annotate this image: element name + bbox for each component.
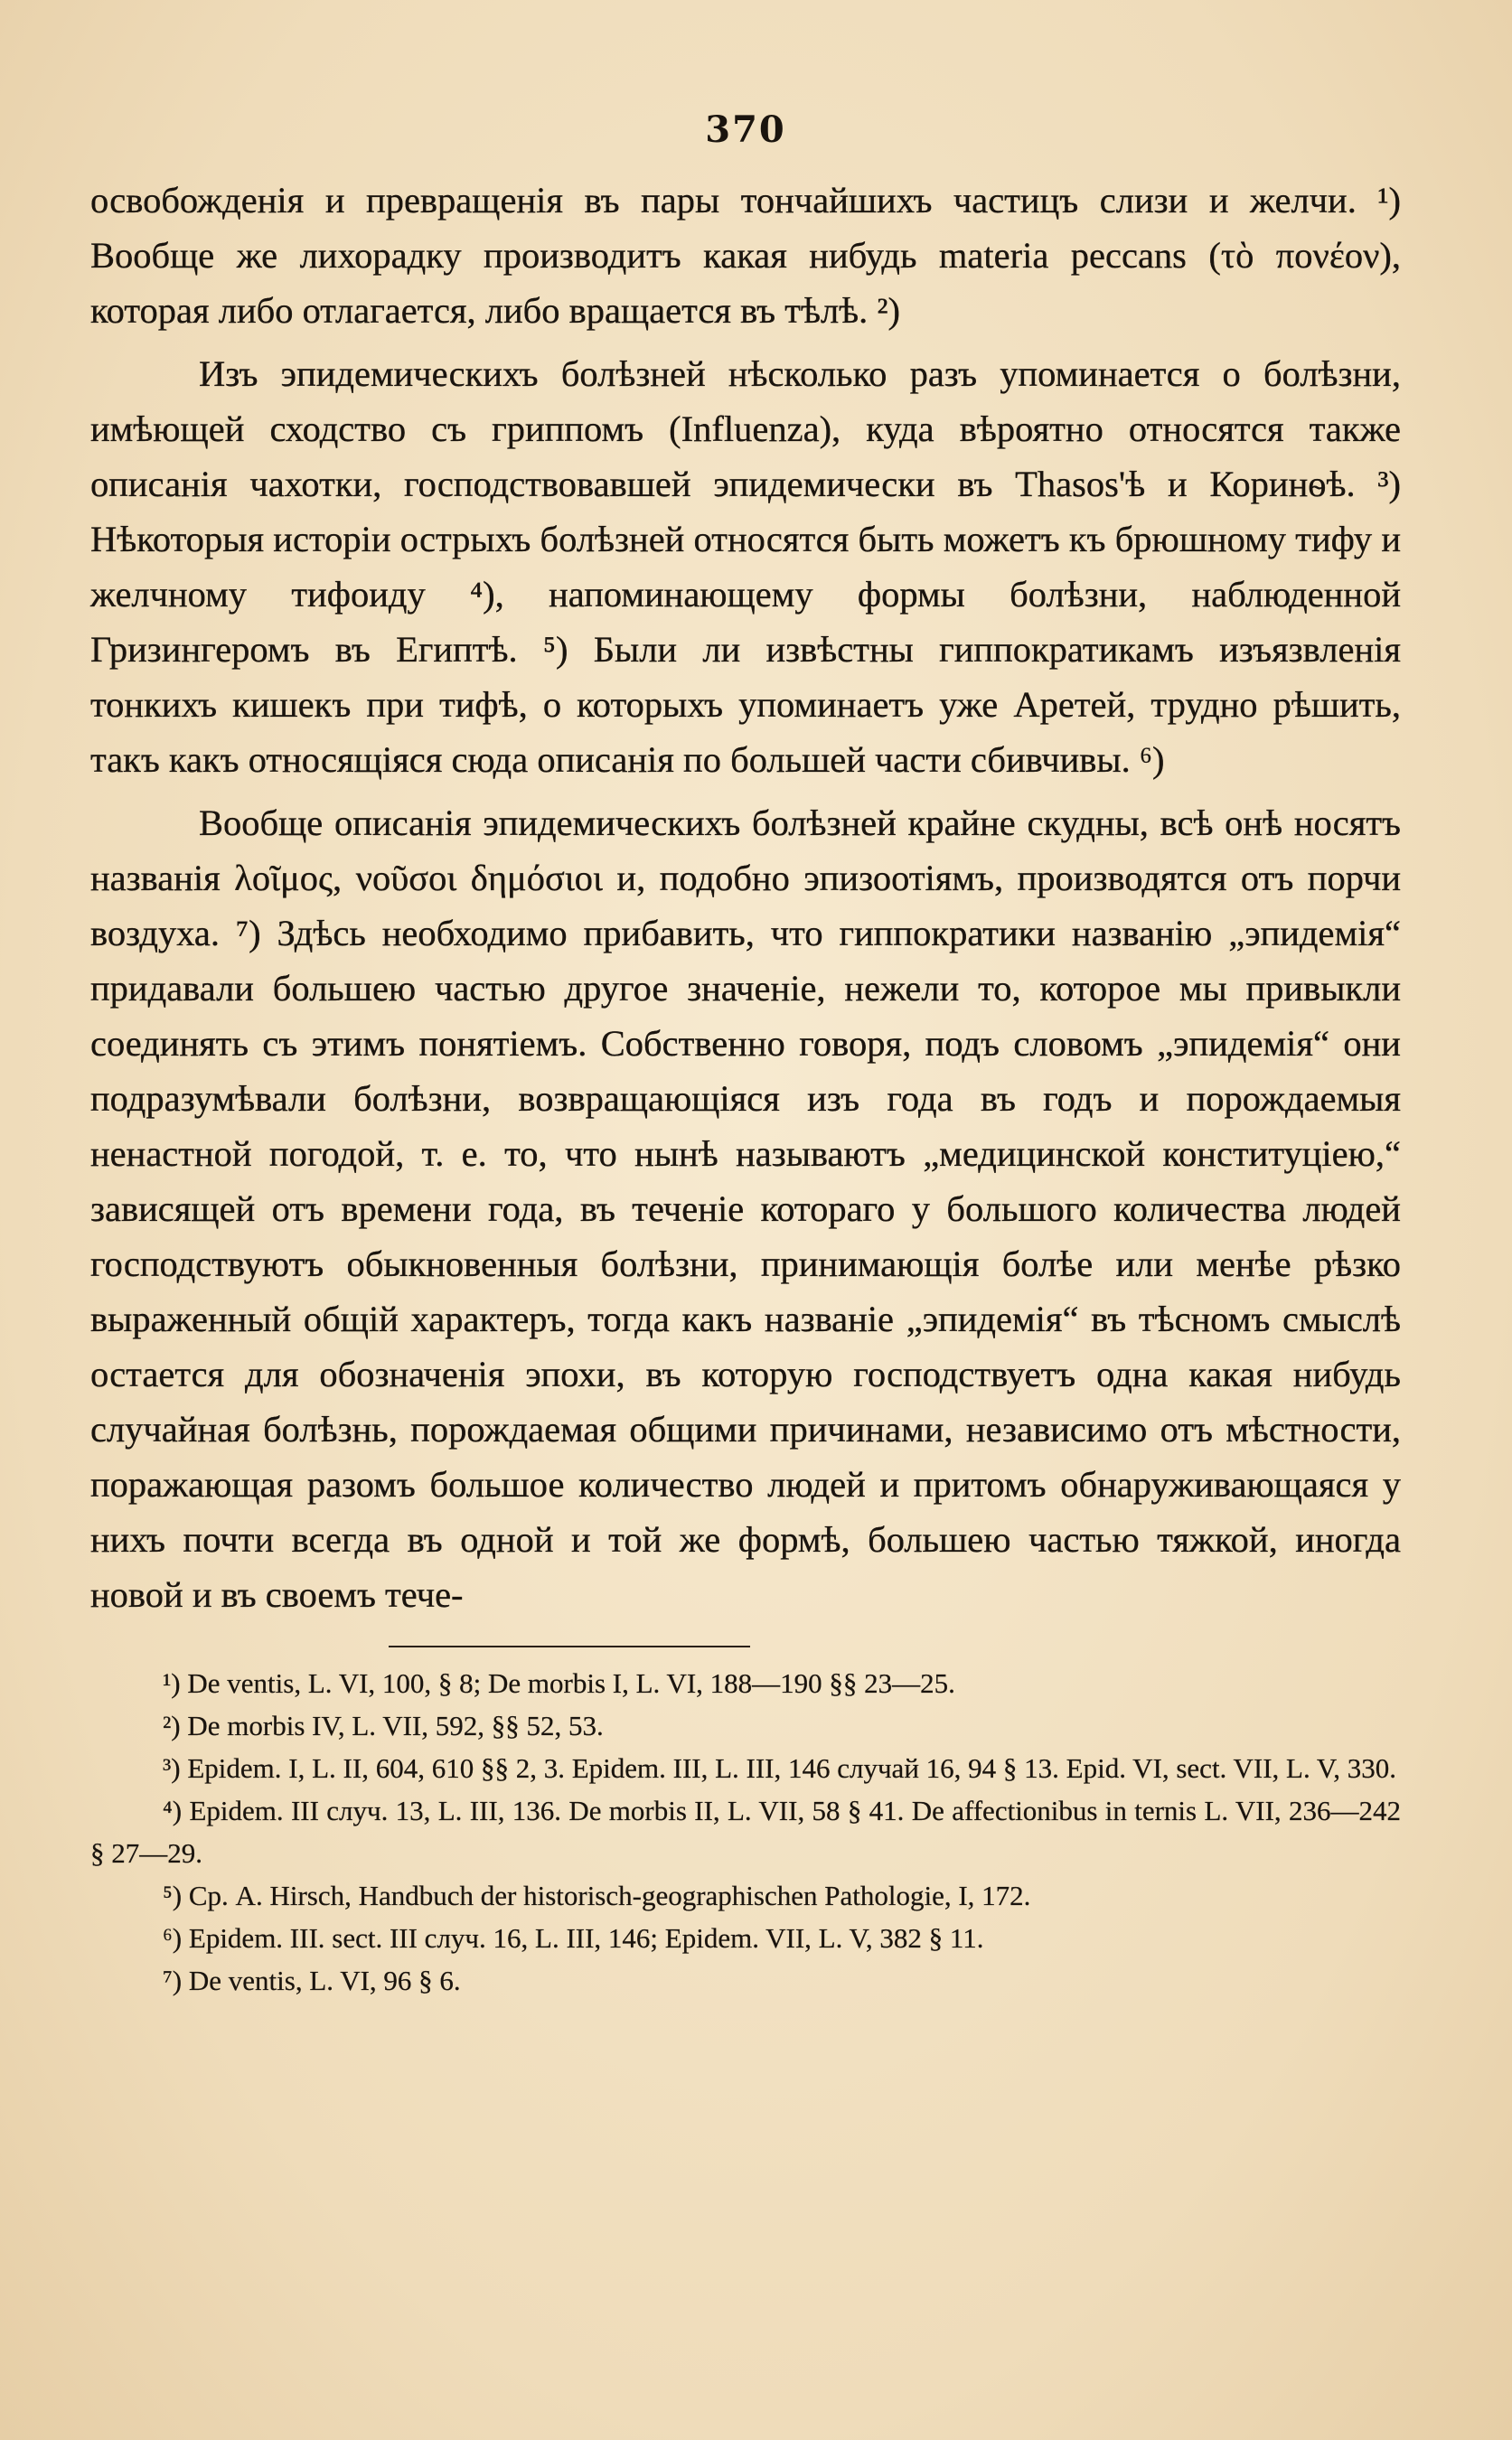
book-page: [90, 108, 1401, 2002]
footnotes: [90, 1662, 1401, 2002]
main-text: [90, 173, 1401, 1622]
footnote-4: ⁴) Epidem. III случ. 13, L. III, 136. De morbis II, L. VII, 58 § 41. De affectionibus in ternis L. VII, 236—242 § 27—29.: [90, 1795, 1401, 1869]
footnote-1: ¹) De ventis, L. VI, 100, § 8; De morbis I, L. VI, 188—190 §§ 23—25.: [163, 1667, 955, 1699]
paragraph-epidemic-descriptions: Вообще описанія эпидемическихъ болѣзней крайне скудны, всѣ онѣ носятъ названія λοῖμος, νοῦσοι δημόσιοι и, подобно эпизоотіямъ, производятся отъ порчи воздуха. ⁷) Здѣсь необходимо прибавить, что гиппократики названію „эпидемія“ придавали большею частью другое значеніе, нежели то, которое мы привыкли соединять съ этимъ понятіемъ. Собственно говоря, подъ словомъ „эпидемія“ они подразумѣвали болѣзни, возвращающіяся изъ года въ годъ и порождаемыя ненастной погодой, т. е. то, что нынѣ называютъ „медицинской конституціею,“ зависящей отъ времени года, въ теченіе котораго у большого количества людей господствуютъ обыкновенныя болѣзни, принимающія болѣе или менѣе рѣзко выраженный общій характеръ, тогда какъ названіе „эпидемія“ въ тѣсномъ смыслѣ остается для обозначенія эпохи, въ которую господствуетъ одна какая нибудь случайная болѣзнь, порождаемая общими причинами, независимо отъ мѣстности, поражающая разомъ большое количество людей и притомъ обнаруживающаяся у нихъ почти всегда въ одной и той же формѣ, большею частью тяжкой, иногда новой и въ своемъ тече-: [90, 802, 1401, 1615]
page-number: 370: [705, 108, 786, 151]
footnote-3: ³) Epidem. I, L. II, 604, 610 §§ 2, 3. Epidem. III, L. III, 146 случай 16, 94 § 13. Epid. VI, sect. VII, L. V, 330.: [163, 1752, 1397, 1784]
paragraph-epidemic-diseases: Изъ эпидемическихъ болѣзней нѣсколько разъ упоминается о болѣзни, имѣющей сходство съ гриппомъ (Influenza), куда вѣроятно относятся также описанія чахотки, господствовавшей эпидемически въ Thasos'ѣ и Коринѳѣ. ³) Нѣкоторыя исторіи острыхъ болѣзней относятся быть можетъ къ брюшному тифу и желчному тифоиду ⁴), напоминающему формы болѣзни, наблюденной Гризингеромъ въ Египтѣ. ⁵) Были ли извѣстны гиппократикамъ изъязвленія тонкихъ кишекъ при тифѣ, о которыхъ упоминаетъ уже Аретей, трудно рѣшить, такъ какъ относящіяся сюда описанія по большей части сбивчивы. ⁶): [90, 353, 1401, 780]
footnote-7: ⁷) De ventis, L. VI, 96 § 6.: [163, 1965, 461, 1996]
paragraph-continuation: освобожденія и превращенія въ пары тончайшихъ частицъ слизи и желчи. ¹) Вообще же лихорадку производитъ какая нибудь materia peccans (τὸ πονέον), которая либо отлагается, либо вращается въ тѣлѣ. ²): [90, 180, 1401, 331]
footnote-divider: [389, 1646, 750, 1647]
footnote-5: ⁵) Ср. A. Hirsch, Handbuch der historisch-geographischen Pathologie, I, 172.: [163, 1880, 1031, 1911]
footnote-2: ²) De morbis IV, L. VII, 592, §§ 52, 53.: [163, 1710, 604, 1741]
footnote-6: ⁶) Epidem. III. sect. III случ. 16, L. III, 146; Epidem. VII, L. V, 382 § 11.: [163, 1922, 984, 1954]
